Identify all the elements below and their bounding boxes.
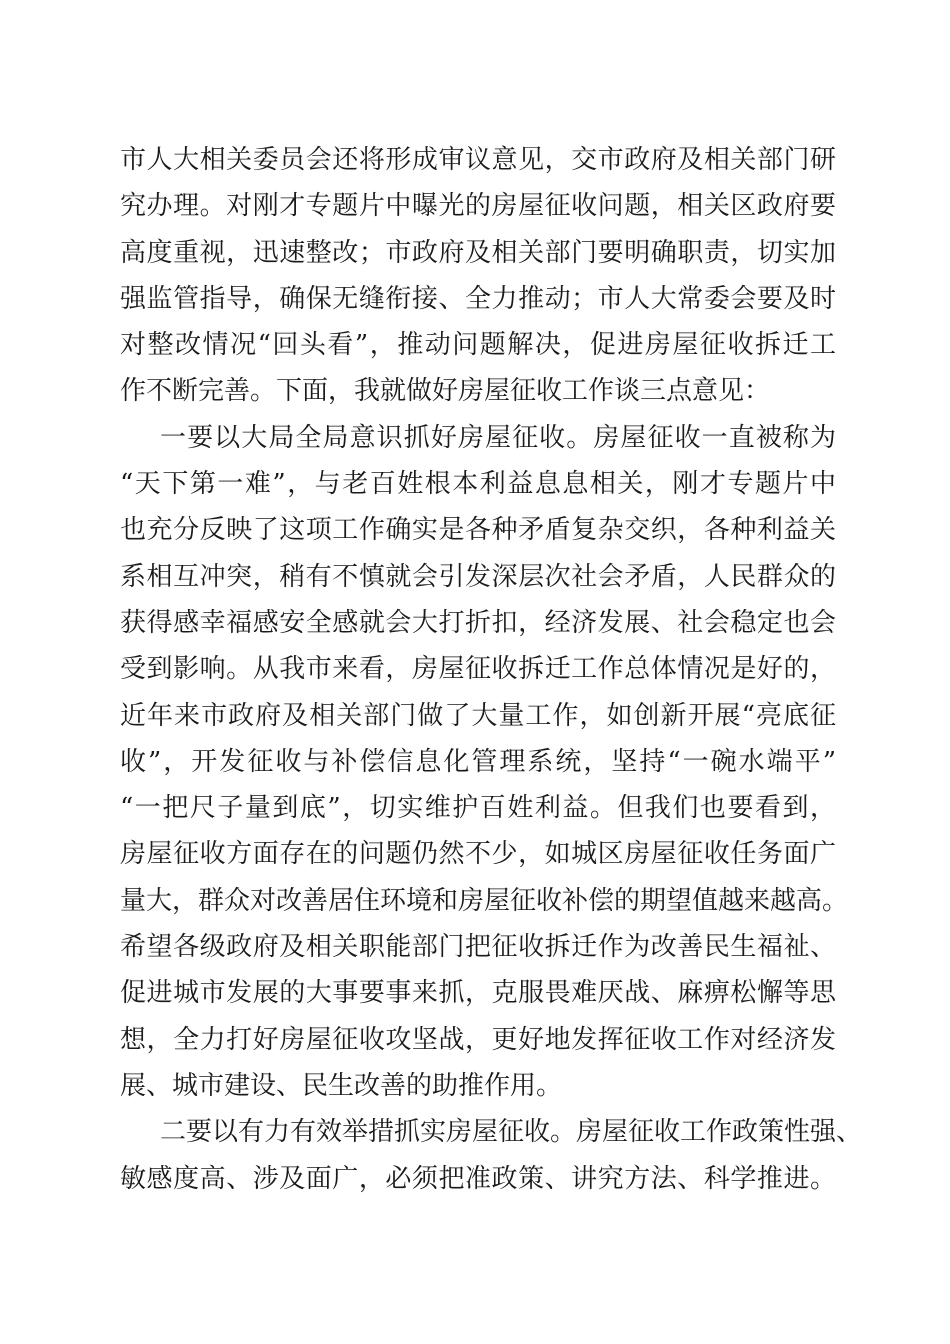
text-line: 敏感度高、涉及面广，必须把准政策、讲究方法、科学推进。 xyxy=(120,1163,836,1194)
text-line: 对整改情况“回头看”，推动问题解决，促进房屋征收拆迁工 xyxy=(120,330,836,361)
text-line: 究办理。对刚才专题片中曝光的房屋征收问题，相关区政府要 xyxy=(120,191,836,222)
text-line: 量大，群众对改善居住环境和房屋征收补偿的期望值越来越高。 xyxy=(120,885,849,916)
text-line: 作不断完善。下面，我就做好房屋征收工作谈三点意见： xyxy=(120,376,771,407)
text-line: 展、城市建设、民生改善的助推作用。 xyxy=(120,1070,563,1101)
text-line: 收”，开发征收与补偿信息化管理系统，坚持“一碗水端平” xyxy=(120,746,836,777)
text-line: 房屋征收方面存在的问题仍然不少，如城区房屋征收任务面广 xyxy=(120,839,836,870)
paragraph-first-line: 一要以大局全局意识抓好房屋征收。房屋征收一直被称为 xyxy=(160,422,836,453)
text-line: 想，全力打好房屋征收攻坚战，更好地发挥征收工作对经济发 xyxy=(120,1024,836,1055)
text-line: 系相互冲突，稍有不慎就会引发深层次社会矛盾，人民群众的 xyxy=(120,561,836,592)
text-line: “一把尺子量到底”，切实维护百姓利益。但我们也要看到， xyxy=(120,793,836,824)
text-line: 市人大相关委员会还将形成审议意见，交市政府及相关部门研 xyxy=(120,145,836,175)
text-line: 也充分反映了这项工作确实是各种矛盾复杂交织，各种利益关 xyxy=(120,515,836,546)
text-line: 获得感幸福感安全感就会大打折扣，经济发展、社会稳定也会 xyxy=(120,607,836,638)
text-line: 高度重视，迅速整改；市政府及相关部门要明确职责，切实加 xyxy=(120,237,836,268)
text-line: 近年来市政府及相关部门做了大量工作，如创新开展“亮底征 xyxy=(120,700,836,731)
text-line: 受到影响。从我市来看，房屋征收拆迁工作总体情况是好的， xyxy=(120,654,836,685)
text-line: “天下第一难”，与老百姓根本利益息息相关，刚才专题片中 xyxy=(120,469,836,500)
text-line: 强监管指导，确保无缝衔接、全力推动；市人大常委会要及时 xyxy=(120,283,836,314)
paragraph-first-line: 二要以有力有效举措抓实房屋征收。房屋征收工作政策性强、 xyxy=(160,1117,863,1148)
text-line: 希望各级政府及相关职能部门把征收拆迁作为改善民生福祉、 xyxy=(120,932,836,963)
text-line: 促进城市发展的大事要事来抓，克服畏难厌战、麻痹松懈等思 xyxy=(120,978,836,1009)
body-text xyxy=(120,137,863,1202)
